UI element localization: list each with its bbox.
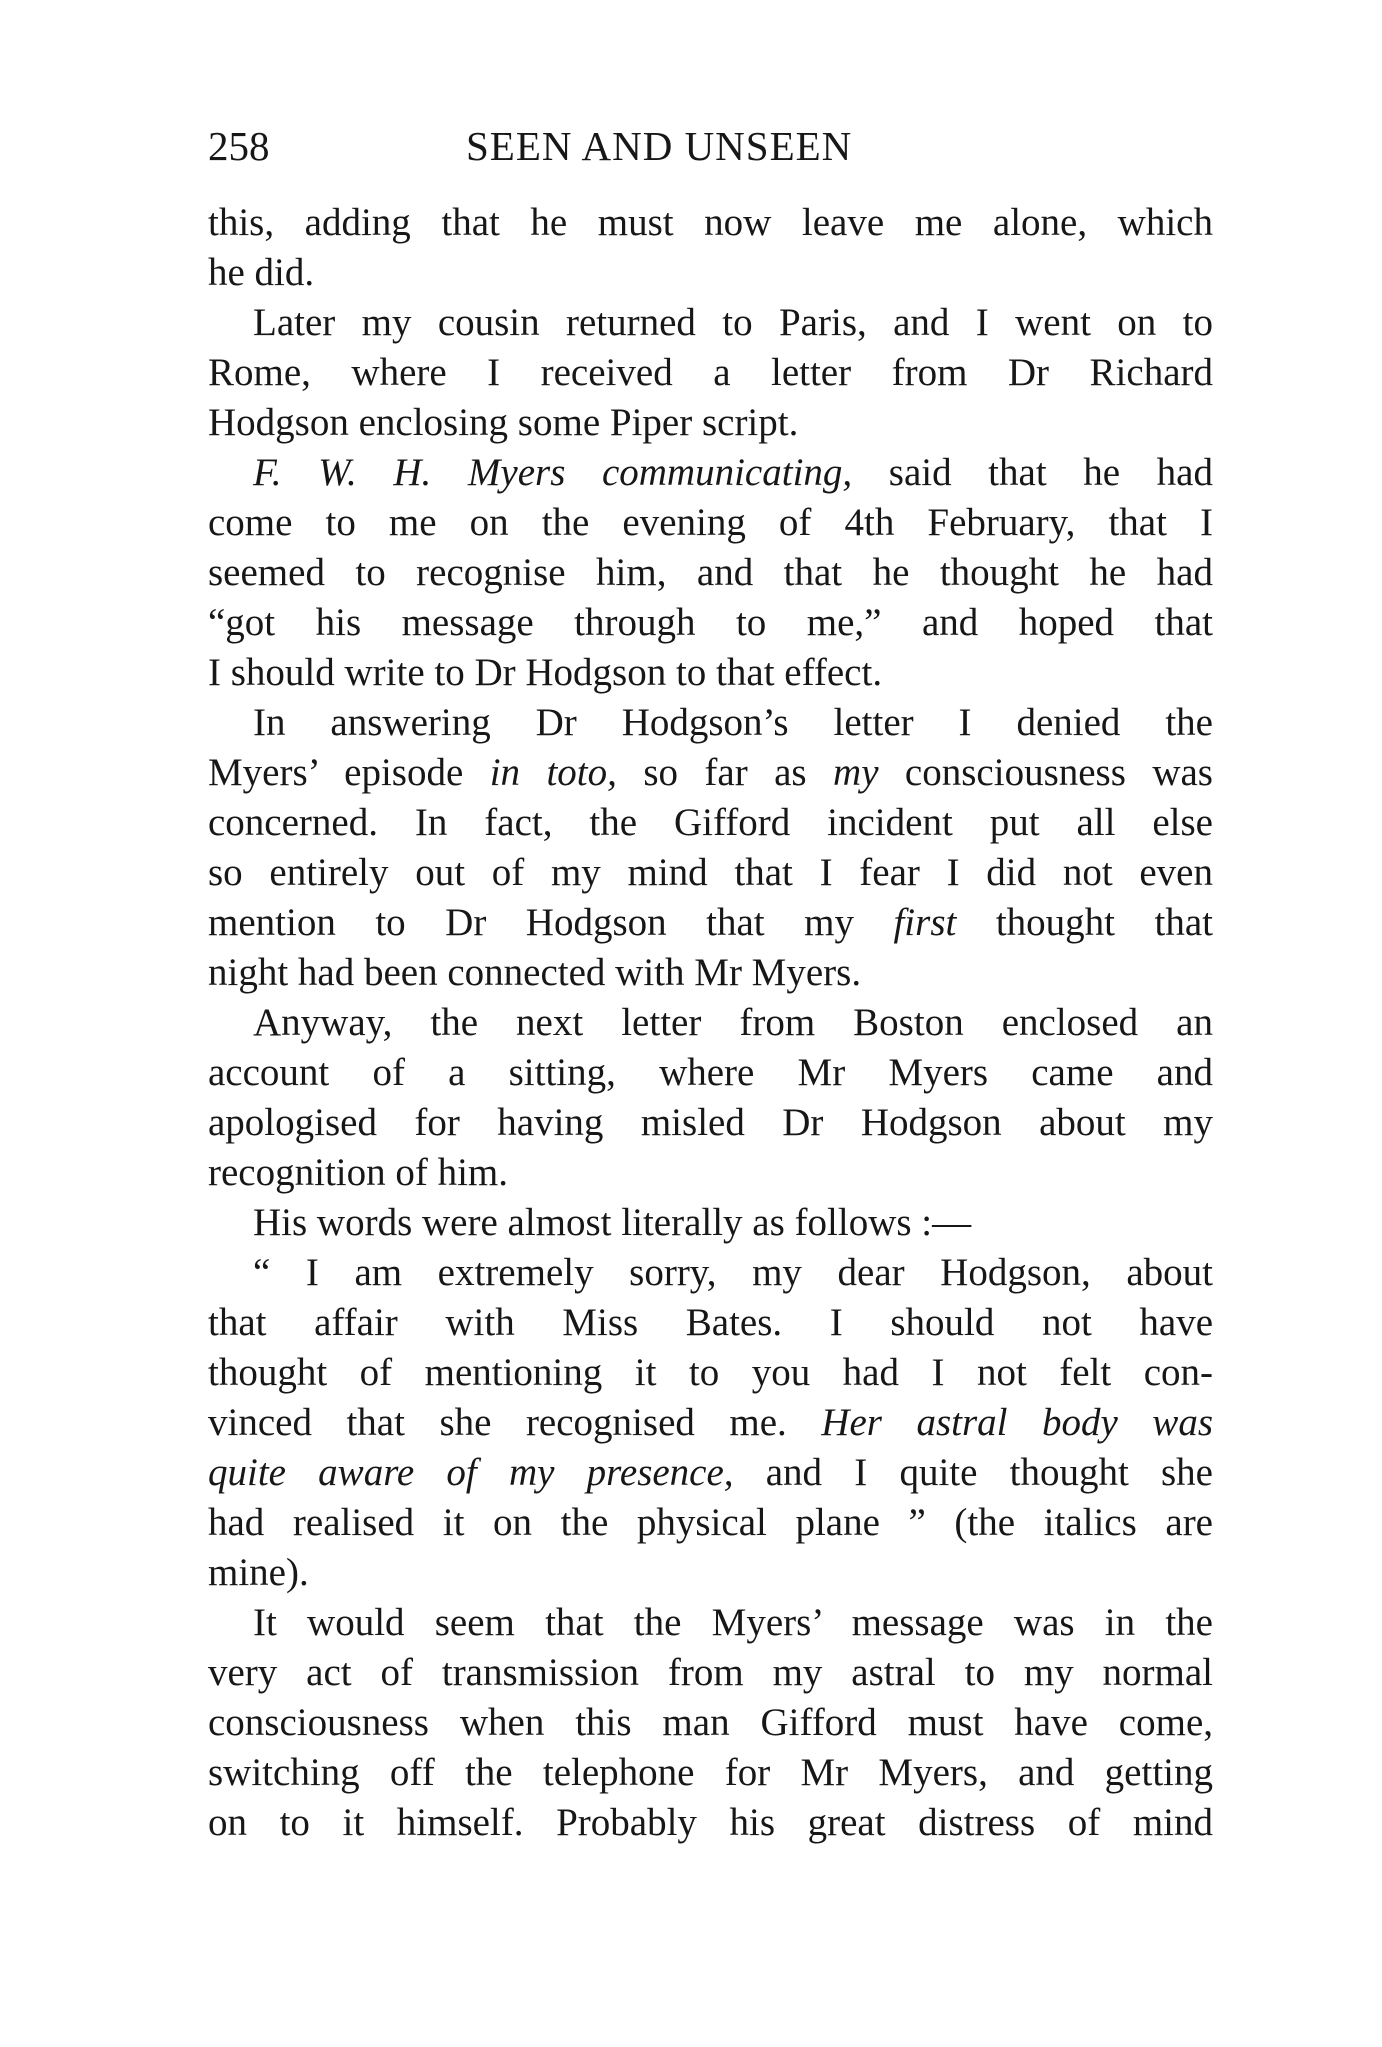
text-line <box>208 948 1213 998</box>
text-line <box>208 1798 1213 1848</box>
text-line <box>208 1398 1213 1448</box>
text-segment: very act of transmission from my astral to my normal <box>208 1651 1213 1694</box>
text-line <box>208 1698 1213 1748</box>
text-line <box>208 1498 1213 1548</box>
italic-text: F. W. H. Myers communicating, <box>253 451 853 494</box>
text-line <box>208 448 1213 498</box>
text-line <box>208 1098 1213 1148</box>
text-segment: consciousness when this man Gifford must have come, <box>208 1701 1213 1744</box>
text-segment: vinced that she recognised me. <box>208 1401 822 1444</box>
text-segment: His words were almost literally as follows :— <box>253 1201 972 1244</box>
text-segment: Anyway, the next letter from Boston enclosed an <box>253 1001 1213 1044</box>
text-segment: I should write to Dr Hodgson to that effect. <box>208 651 883 694</box>
italic-text: first <box>893 901 957 944</box>
text-segment: this, adding that he must now leave me alone, which <box>208 201 1213 244</box>
text-segment: switching off the telephone for Mr Myers, and getting <box>208 1751 1213 1794</box>
text-segment: thought that <box>956 901 1213 944</box>
text-line <box>208 1298 1213 1348</box>
text-segment: so entirely out of my mind that I fear I did not even <box>208 851 1213 894</box>
text-line <box>208 898 1213 948</box>
text-line <box>208 698 1213 748</box>
body-text <box>208 198 1213 1848</box>
text-segment: It would seem that the Myers’ message was in the <box>253 1601 1213 1644</box>
text-segment: account of a sitting, where Mr Myers came and <box>208 1051 1213 1094</box>
text-line <box>208 1648 1213 1698</box>
text-segment: on to it himself. Probably his great distress of mind <box>208 1801 1213 1844</box>
text-line <box>208 1198 1213 1248</box>
text-line <box>208 1048 1213 1098</box>
text-segment: Later my cousin returned to Paris, and I went on to <box>253 301 1213 344</box>
text-segment: so far as <box>616 751 834 794</box>
text-segment: and I quite thought she <box>733 1451 1213 1494</box>
text-line <box>208 1248 1213 1298</box>
text-line <box>208 798 1213 848</box>
text-segment: he did. <box>208 251 315 294</box>
italic-text: quite aware of my presence, <box>208 1451 734 1494</box>
text-line <box>208 198 1213 248</box>
text-segment: seemed to recognise him, and that he thought he had <box>208 551 1213 594</box>
text-line <box>208 848 1213 898</box>
text-segment: mention to Dr Hodgson that my <box>208 901 894 944</box>
book-page <box>208 120 1213 1848</box>
text-line <box>208 348 1213 398</box>
text-segment: Rome, where I received a letter from Dr Richard <box>208 351 1213 394</box>
text-segment: had realised it on the physical plane ” (the italics are <box>208 1501 1213 1544</box>
page-header <box>208 120 1213 172</box>
running-head: SEEN AND UNSEEN <box>466 123 853 169</box>
text-line <box>208 1348 1213 1398</box>
text-line <box>208 248 1213 298</box>
text-segment: night had been connected with Mr Myers. <box>208 951 862 994</box>
text-line <box>208 598 1213 648</box>
text-line <box>208 1598 1213 1648</box>
text-segment: Myers’ episode <box>208 751 490 794</box>
text-segment: thought of mentioning it to you had I not felt con- <box>208 1351 1213 1394</box>
text-segment: recognition of him. <box>208 1151 509 1194</box>
text-line <box>208 548 1213 598</box>
italic-text: Her astral body was <box>821 1401 1213 1444</box>
italic-text: my <box>833 751 879 794</box>
text-line <box>208 1548 1213 1598</box>
text-segment: mine). <box>208 1551 309 1594</box>
text-segment: “got his message through to me,” and hoped that <box>208 601 1213 644</box>
text-segment: apologised for having misled Dr Hodgson about my <box>208 1101 1213 1144</box>
text-line <box>208 298 1213 348</box>
text-line <box>208 498 1213 548</box>
text-segment: In answering Dr Hodgson’s letter I denied the <box>253 701 1213 744</box>
text-line <box>208 1448 1213 1498</box>
text-line <box>208 748 1213 798</box>
page-number: 258 <box>208 123 270 169</box>
text-line <box>208 1748 1213 1798</box>
text-line <box>208 398 1213 448</box>
text-line <box>208 648 1213 698</box>
text-line <box>208 1148 1213 1198</box>
text-line <box>208 998 1213 1048</box>
italic-text: in toto, <box>489 751 617 794</box>
text-segment: “ I am extremely sorry, my dear Hodgson, about <box>253 1251 1213 1294</box>
text-segment: Hodgson enclosing some Piper script. <box>208 401 799 444</box>
text-segment: said that he had <box>852 451 1213 494</box>
text-segment: consciousness was <box>878 751 1213 794</box>
text-segment: concerned. In fact, the Gifford incident put all else <box>208 801 1213 844</box>
text-segment: that affair with Miss Bates. I should not have <box>208 1301 1213 1344</box>
text-segment: come to me on the evening of 4th February, that I <box>208 501 1213 544</box>
